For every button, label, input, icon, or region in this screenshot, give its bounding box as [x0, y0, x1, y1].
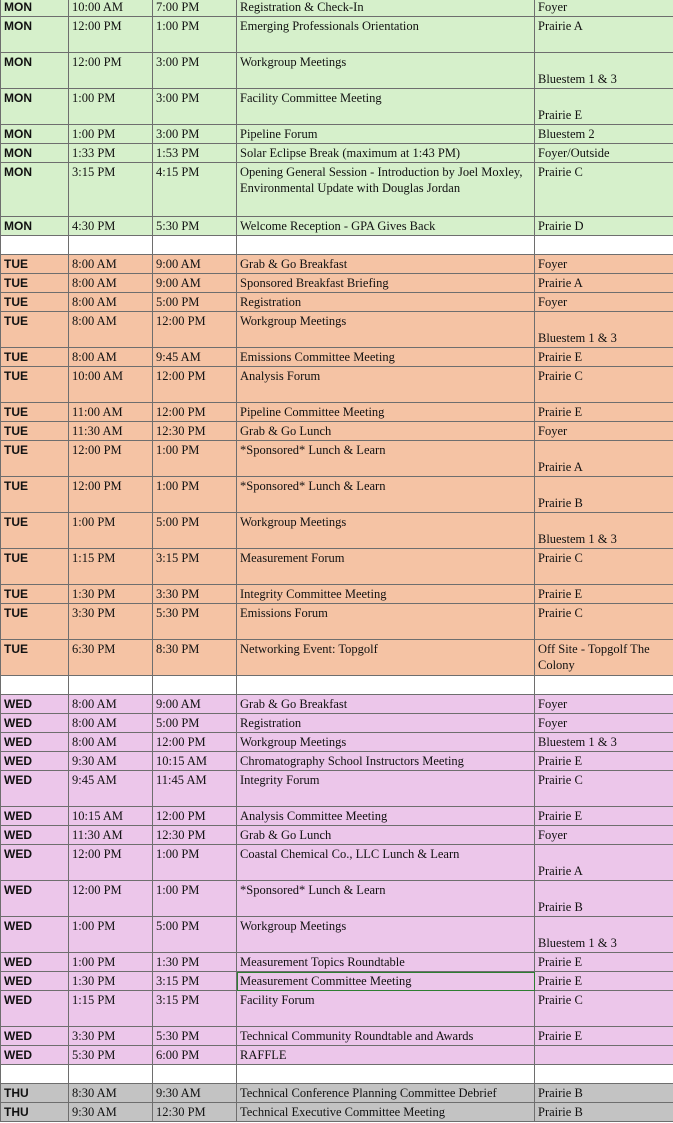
- schedule-row: [1, 1027, 673, 1046]
- schedule-row: [1, 422, 673, 441]
- room-cell[interactable]: [535, 845, 673, 881]
- room-cell[interactable]: [535, 89, 673, 125]
- event-cell[interactable]: Workgroup Meetings: [237, 53, 535, 89]
- schedule-row: [1, 752, 673, 771]
- start-time-cell[interactable]: 1:00 PM: [69, 917, 153, 953]
- start-time-cell[interactable]: 3:30 PM: [69, 1027, 153, 1046]
- end-time-cell[interactable]: 1:00 PM: [153, 477, 237, 513]
- room-cell[interactable]: Foyer: [535, 826, 673, 845]
- day-cell[interactable]: MON: [1, 217, 69, 236]
- room-label: Bluestem 1 & 3: [538, 72, 617, 86]
- end-time-cell[interactable]: 1:00 PM: [153, 845, 237, 881]
- schedule-row: [1, 845, 673, 881]
- room-cell[interactable]: Prairie B: [535, 1103, 673, 1122]
- start-time-cell[interactable]: 8:00 AM: [69, 348, 153, 367]
- end-time-cell[interactable]: 12:30 PM: [153, 422, 237, 441]
- room-label: Bluestem 1 & 3: [538, 532, 617, 546]
- schedule-row: [1, 274, 673, 293]
- schedule-row: [1, 293, 673, 312]
- start-time-cell[interactable]: 10:00 AM: [69, 367, 153, 403]
- schedule-row: [1, 144, 673, 163]
- day-cell[interactable]: WED: [1, 917, 69, 953]
- schedule-row: [1, 771, 673, 807]
- schedule-row: [1, 312, 673, 348]
- event-cell[interactable]: Measurement Committee Meeting: [237, 972, 535, 991]
- event-cell[interactable]: *Sponsored* Lunch & Learn: [237, 477, 535, 513]
- room-cell[interactable]: [535, 312, 673, 348]
- schedule-row: [1, 217, 673, 236]
- day-cell[interactable]: WED: [1, 991, 69, 1027]
- schedule-row: [1, 640, 673, 676]
- event-cell[interactable]: Grab & Go Lunch: [237, 422, 535, 441]
- room-cell[interactable]: Prairie C: [535, 367, 673, 403]
- spacer-row: [1, 236, 673, 255]
- schedule-row: [1, 125, 673, 144]
- end-time-cell[interactable]: 12:00 PM: [153, 312, 237, 348]
- room-cell[interactable]: Prairie E: [535, 953, 673, 972]
- start-time-cell[interactable]: 12:00 PM: [69, 17, 153, 53]
- start-time-cell[interactable]: 12:00 PM: [69, 441, 153, 477]
- start-time-cell[interactable]: 1:15 PM: [69, 549, 153, 585]
- event-cell[interactable]: [237, 1065, 535, 1084]
- event-cell[interactable]: Emerging Professionals Orientation: [237, 17, 535, 53]
- day-cell[interactable]: MON: [1, 125, 69, 144]
- room-cell[interactable]: Foyer/Outside: [535, 144, 673, 163]
- start-time-cell[interactable]: 12:00 PM: [69, 477, 153, 513]
- day-cell[interactable]: [1, 1065, 69, 1084]
- schedule-row: [1, 714, 673, 733]
- event-cell[interactable]: Workgroup Meetings: [237, 312, 535, 348]
- schedule-row: [1, 604, 673, 640]
- event-cell[interactable]: *Sponsored* Lunch & Learn: [237, 881, 535, 917]
- start-time-cell[interactable]: 8:30 AM: [69, 1084, 153, 1103]
- room-cell[interactable]: Prairie E: [535, 585, 673, 604]
- day-cell[interactable]: TUE: [1, 422, 69, 441]
- schedule-row: [1, 549, 673, 585]
- event-cell[interactable]: Workgroup Meetings: [237, 917, 535, 953]
- schedule-row: [1, 89, 673, 125]
- room-cell[interactable]: [535, 1065, 673, 1084]
- end-time-cell[interactable]: 3:00 PM: [153, 89, 237, 125]
- room-label: Bluestem 1 & 3: [538, 331, 617, 345]
- end-time-cell[interactable]: 8:30 PM: [153, 640, 237, 676]
- event-cell[interactable]: Registration: [237, 293, 535, 312]
- room-cell[interactable]: Prairie E: [535, 348, 673, 367]
- schedule-row: [1, 695, 673, 714]
- schedule-row: [1, 255, 673, 274]
- room-cell[interactable]: Prairie C: [535, 549, 673, 585]
- start-time-cell[interactable]: 8:00 AM: [69, 255, 153, 274]
- schedule-row: [1, 807, 673, 826]
- schedule-row: [1, 477, 673, 513]
- room-cell[interactable]: [535, 1046, 673, 1065]
- start-time-cell[interactable]: 8:00 AM: [69, 293, 153, 312]
- schedule-row: [1, 1046, 673, 1065]
- event-cell[interactable]: Workgroup Meetings: [237, 733, 535, 752]
- room-cell[interactable]: Prairie E: [535, 972, 673, 991]
- day-cell[interactable]: TUE: [1, 477, 69, 513]
- end-time-cell[interactable]: 1:30 PM: [153, 953, 237, 972]
- room-cell[interactable]: Prairie D: [535, 217, 673, 236]
- schedule-row: [1, 348, 673, 367]
- room-cell[interactable]: Prairie C: [535, 604, 673, 640]
- start-time-cell[interactable]: 3:15 PM: [69, 163, 153, 217]
- day-cell[interactable]: TUE: [1, 312, 69, 348]
- event-cell[interactable]: Chromatography School Instructors Meeting: [237, 752, 535, 771]
- day-cell[interactable]: WED: [1, 1046, 69, 1065]
- event-cell[interactable]: Networking Event: Topgolf: [237, 640, 535, 676]
- event-cell[interactable]: Sponsored Breakfast Briefing: [237, 274, 535, 293]
- start-time-cell[interactable]: 10:00 AM: [69, 0, 153, 17]
- room-cell[interactable]: Prairie E: [535, 752, 673, 771]
- end-time-cell[interactable]: 6:00 PM: [153, 1046, 237, 1065]
- schedule-row: [1, 163, 673, 217]
- room-cell[interactable]: Bluestem 2: [535, 125, 673, 144]
- event-cell[interactable]: Measurement Forum: [237, 549, 535, 585]
- end-time-cell[interactable]: 11:45 AM: [153, 771, 237, 807]
- event-cell[interactable]: Facility Committee Meeting: [237, 89, 535, 125]
- end-time-cell[interactable]: 12:00 PM: [153, 403, 237, 422]
- event-cell[interactable]: Grab & Go Breakfast: [237, 255, 535, 274]
- day-cell[interactable]: MON: [1, 144, 69, 163]
- day-cell[interactable]: THU: [1, 1103, 69, 1122]
- start-time-cell[interactable]: 11:00 AM: [69, 403, 153, 422]
- event-cell[interactable]: Pipeline Forum: [237, 125, 535, 144]
- end-time-cell[interactable]: 7:00 PM: [153, 0, 237, 17]
- start-time-cell[interactable]: 1:33 PM: [69, 144, 153, 163]
- room-cell[interactable]: Prairie A: [535, 274, 673, 293]
- start-time-cell[interactable]: 10:15 AM: [69, 807, 153, 826]
- room-cell[interactable]: [535, 477, 673, 513]
- event-cell[interactable]: Integrity Committee Meeting: [237, 585, 535, 604]
- start-time-cell[interactable]: 8:00 AM: [69, 274, 153, 293]
- end-time-cell[interactable]: [153, 676, 237, 695]
- schedule-row: [1, 1084, 673, 1103]
- schedule-row: [1, 441, 673, 477]
- start-time-cell[interactable]: [69, 1065, 153, 1084]
- day-cell[interactable]: TUE: [1, 255, 69, 274]
- event-cell[interactable]: [237, 676, 535, 695]
- day-cell[interactable]: TUE: [1, 604, 69, 640]
- end-time-cell[interactable]: 1:00 PM: [153, 17, 237, 53]
- event-cell[interactable]: Technical Community Roundtable and Awards: [237, 1027, 535, 1046]
- end-time-cell[interactable]: 10:15 AM: [153, 752, 237, 771]
- event-cell[interactable]: *Sponsored* Lunch & Learn: [237, 441, 535, 477]
- room-cell[interactable]: Prairie A: [535, 17, 673, 53]
- day-cell[interactable]: MON: [1, 17, 69, 53]
- day-cell[interactable]: MON: [1, 163, 69, 217]
- day-cell[interactable]: TUE: [1, 513, 69, 549]
- event-cell[interactable]: Emissions Forum: [237, 604, 535, 640]
- start-time-cell[interactable]: 9:30 AM: [69, 752, 153, 771]
- event-cell[interactable]: Welcome Reception - GPA Gives Back: [237, 217, 535, 236]
- schedule-row: [1, 1103, 673, 1122]
- day-cell[interactable]: MON: [1, 0, 69, 17]
- room-cell[interactable]: [535, 53, 673, 89]
- start-time-cell[interactable]: [69, 236, 153, 255]
- schedule-body: [1, 0, 673, 1122]
- schedule-row: [1, 53, 673, 89]
- start-time-cell[interactable]: 1:00 PM: [69, 125, 153, 144]
- room-cell[interactable]: Foyer: [535, 422, 673, 441]
- end-time-cell[interactable]: 3:15 PM: [153, 549, 237, 585]
- event-cell[interactable]: Registration: [237, 714, 535, 733]
- schedule-row: [1, 917, 673, 953]
- event-cell[interactable]: Opening General Session - Introduction by Joel Moxley, Environmental Update with Douglas Jordan: [237, 163, 535, 217]
- day-cell[interactable]: TUE: [1, 549, 69, 585]
- event-cell[interactable]: [237, 236, 535, 255]
- start-time-cell[interactable]: 1:15 PM: [69, 991, 153, 1027]
- room-cell[interactable]: Foyer: [535, 714, 673, 733]
- end-time-cell[interactable]: 12:00 PM: [153, 733, 237, 752]
- room-label: Prairie B: [538, 496, 583, 510]
- end-time-cell[interactable]: 9:00 AM: [153, 255, 237, 274]
- room-cell[interactable]: Foyer: [535, 293, 673, 312]
- day-cell[interactable]: THU: [1, 1084, 69, 1103]
- event-cell[interactable]: RAFFLE: [237, 1046, 535, 1065]
- start-time-cell[interactable]: 1:00 PM: [69, 953, 153, 972]
- room-label: Prairie B: [538, 900, 583, 914]
- day-cell[interactable]: [1, 676, 69, 695]
- event-cell[interactable]: Analysis Committee Meeting: [237, 807, 535, 826]
- day-cell[interactable]: TUE: [1, 441, 69, 477]
- room-cell[interactable]: [535, 513, 673, 549]
- end-time-cell[interactable]: 9:45 AM: [153, 348, 237, 367]
- end-time-cell[interactable]: 12:00 PM: [153, 807, 237, 826]
- room-cell[interactable]: [535, 676, 673, 695]
- day-cell[interactable]: MON: [1, 53, 69, 89]
- start-time-cell[interactable]: 9:45 AM: [69, 771, 153, 807]
- start-time-cell[interactable]: 9:30 AM: [69, 1103, 153, 1122]
- end-time-cell[interactable]: 12:30 PM: [153, 826, 237, 845]
- end-time-cell[interactable]: 5:00 PM: [153, 714, 237, 733]
- end-time-cell[interactable]: 12:00 PM: [153, 367, 237, 403]
- event-cell[interactable]: Solar Eclipse Break (maximum at 1:43 PM): [237, 144, 535, 163]
- end-time-cell[interactable]: 3:00 PM: [153, 125, 237, 144]
- day-cell[interactable]: WED: [1, 807, 69, 826]
- room-label: Prairie A: [538, 460, 583, 474]
- day-cell[interactable]: TUE: [1, 403, 69, 422]
- day-cell[interactable]: WED: [1, 1027, 69, 1046]
- day-cell[interactable]: WED: [1, 714, 69, 733]
- end-time-cell[interactable]: 5:30 PM: [153, 1027, 237, 1046]
- room-cell[interactable]: [535, 441, 673, 477]
- day-cell[interactable]: WED: [1, 826, 69, 845]
- event-cell[interactable]: Grab & Go Lunch: [237, 826, 535, 845]
- event-cell[interactable]: Workgroup Meetings: [237, 513, 535, 549]
- end-time-cell[interactable]: 9:00 AM: [153, 695, 237, 714]
- day-cell[interactable]: WED: [1, 845, 69, 881]
- start-time-cell[interactable]: 11:30 AM: [69, 422, 153, 441]
- end-time-cell[interactable]: 4:15 PM: [153, 163, 237, 217]
- start-time-cell[interactable]: 6:30 PM: [69, 640, 153, 676]
- schedule-row: [1, 972, 673, 991]
- day-cell[interactable]: WED: [1, 695, 69, 714]
- start-time-cell[interactable]: 1:30 PM: [69, 972, 153, 991]
- room-label: Bluestem 1 & 3: [538, 936, 617, 950]
- room-cell[interactable]: Prairie C: [535, 991, 673, 1027]
- spacer-row: [1, 676, 673, 695]
- schedule-row: [1, 585, 673, 604]
- start-time-cell[interactable]: 8:00 AM: [69, 312, 153, 348]
- day-cell[interactable]: WED: [1, 953, 69, 972]
- end-time-cell[interactable]: 9:30 AM: [153, 1084, 237, 1103]
- day-cell[interactable]: [1, 236, 69, 255]
- end-time-cell[interactable]: 9:00 AM: [153, 274, 237, 293]
- schedule-row: [1, 733, 673, 752]
- schedule-row: [1, 403, 673, 422]
- room-cell[interactable]: Prairie B: [535, 1084, 673, 1103]
- room-cell[interactable]: [535, 917, 673, 953]
- room-cell[interactable]: Foyer: [535, 0, 673, 17]
- end-time-cell[interactable]: 3:30 PM: [153, 585, 237, 604]
- end-time-cell[interactable]: 3:15 PM: [153, 972, 237, 991]
- end-time-cell[interactable]: 3:00 PM: [153, 53, 237, 89]
- day-cell[interactable]: TUE: [1, 274, 69, 293]
- day-cell[interactable]: WED: [1, 733, 69, 752]
- start-time-cell[interactable]: 12:00 PM: [69, 881, 153, 917]
- start-time-cell[interactable]: 5:30 PM: [69, 1046, 153, 1065]
- day-cell[interactable]: TUE: [1, 585, 69, 604]
- spacer-row: [1, 1065, 673, 1084]
- room-cell[interactable]: Prairie E: [535, 807, 673, 826]
- room-cell[interactable]: Prairie C: [535, 163, 673, 217]
- end-time-cell[interactable]: 5:30 PM: [153, 217, 237, 236]
- start-time-cell[interactable]: 4:30 PM: [69, 217, 153, 236]
- start-time-cell[interactable]: [69, 676, 153, 695]
- room-cell[interactable]: Bluestem 1 & 3: [535, 733, 673, 752]
- schedule-row: [1, 953, 673, 972]
- start-time-cell[interactable]: 12:00 PM: [69, 53, 153, 89]
- day-cell[interactable]: WED: [1, 771, 69, 807]
- event-cell[interactable]: Facility Forum: [237, 991, 535, 1027]
- day-cell[interactable]: TUE: [1, 348, 69, 367]
- event-cell[interactable]: Grab & Go Breakfast: [237, 695, 535, 714]
- event-cell[interactable]: Pipeline Committee Meeting: [237, 403, 535, 422]
- start-time-cell[interactable]: 8:00 AM: [69, 733, 153, 752]
- end-time-cell[interactable]: 5:00 PM: [153, 293, 237, 312]
- day-cell[interactable]: WED: [1, 972, 69, 991]
- start-time-cell[interactable]: 1:30 PM: [69, 585, 153, 604]
- room-label: Prairie E: [538, 108, 583, 122]
- end-time-cell[interactable]: 5:00 PM: [153, 917, 237, 953]
- event-cell[interactable]: Technical Executive Committee Meeting: [237, 1103, 535, 1122]
- room-label: Prairie A: [538, 864, 583, 878]
- start-time-cell[interactable]: 1:00 PM: [69, 89, 153, 125]
- event-cell[interactable]: Registration & Check-In: [237, 0, 535, 17]
- event-cell[interactable]: Technical Conference Planning Committee Debrief: [237, 1084, 535, 1103]
- start-time-cell[interactable]: 1:00 PM: [69, 513, 153, 549]
- day-cell[interactable]: MON: [1, 89, 69, 125]
- day-cell[interactable]: WED: [1, 752, 69, 771]
- start-time-cell[interactable]: 8:00 AM: [69, 714, 153, 733]
- end-time-cell[interactable]: [153, 236, 237, 255]
- schedule-row: [1, 513, 673, 549]
- start-time-cell[interactable]: 11:30 AM: [69, 826, 153, 845]
- schedule-row: [1, 367, 673, 403]
- schedule-row: [1, 0, 673, 17]
- room-cell[interactable]: [535, 236, 673, 255]
- room-cell[interactable]: Foyer: [535, 255, 673, 274]
- schedule-row: [1, 991, 673, 1027]
- schedule-row: [1, 17, 673, 53]
- end-time-cell[interactable]: 1:00 PM: [153, 441, 237, 477]
- end-time-cell[interactable]: [153, 1065, 237, 1084]
- start-time-cell[interactable]: 8:00 AM: [69, 695, 153, 714]
- start-time-cell[interactable]: 3:30 PM: [69, 604, 153, 640]
- start-time-cell[interactable]: 12:00 PM: [69, 845, 153, 881]
- event-cell[interactable]: Measurement Topics Roundtable: [237, 953, 535, 972]
- room-cell[interactable]: Prairie E: [535, 403, 673, 422]
- end-time-cell[interactable]: 1:00 PM: [153, 881, 237, 917]
- room-cell[interactable]: [535, 881, 673, 917]
- day-cell[interactable]: TUE: [1, 640, 69, 676]
- room-cell[interactable]: Foyer: [535, 695, 673, 714]
- day-cell[interactable]: TUE: [1, 367, 69, 403]
- end-time-cell[interactable]: 12:30 PM: [153, 1103, 237, 1122]
- end-time-cell[interactable]: 5:00 PM: [153, 513, 237, 549]
- room-cell[interactable]: Prairie C: [535, 771, 673, 807]
- event-cell[interactable]: Coastal Chemical Co., LLC Lunch & Learn: [237, 845, 535, 881]
- event-cell[interactable]: Analysis Forum: [237, 367, 535, 403]
- day-cell[interactable]: WED: [1, 881, 69, 917]
- room-cell[interactable]: Prairie E: [535, 1027, 673, 1046]
- day-cell[interactable]: TUE: [1, 293, 69, 312]
- schedule-row: [1, 881, 673, 917]
- schedule-row: [1, 826, 673, 845]
- room-cell[interactable]: Off Site - Topgolf The Colony: [535, 640, 673, 676]
- event-cell[interactable]: Integrity Forum: [237, 771, 535, 807]
- end-time-cell[interactable]: 5:30 PM: [153, 604, 237, 640]
- event-cell[interactable]: Emissions Committee Meeting: [237, 348, 535, 367]
- end-time-cell[interactable]: 3:15 PM: [153, 991, 237, 1027]
- end-time-cell[interactable]: 1:53 PM: [153, 144, 237, 163]
